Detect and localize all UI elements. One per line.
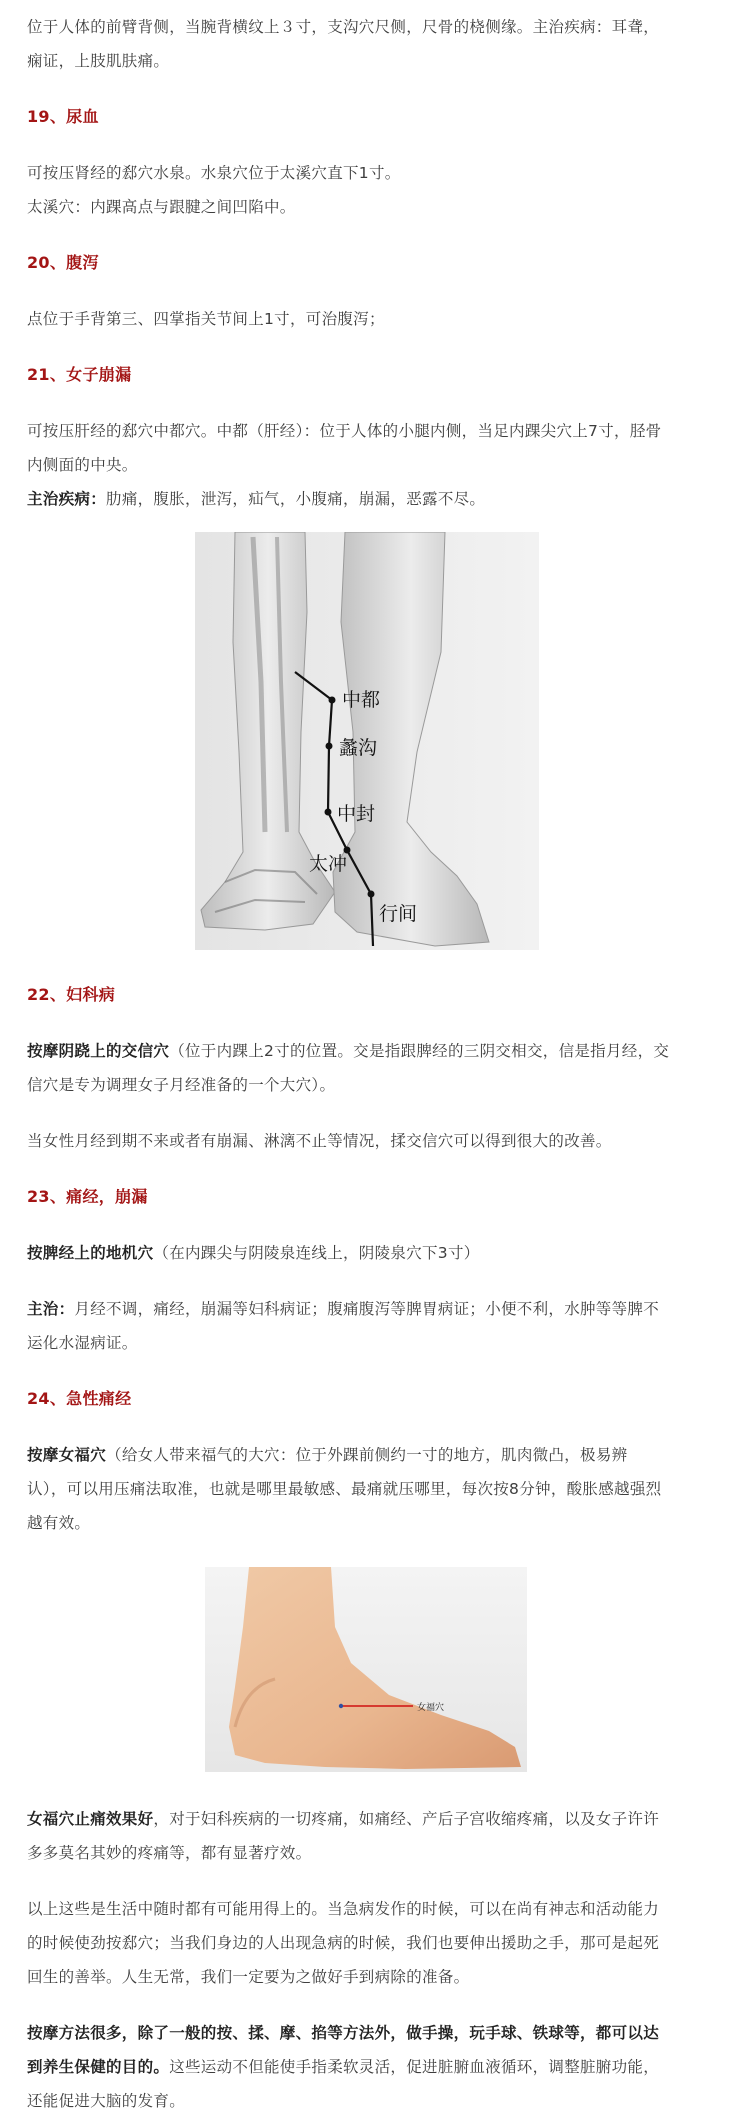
outro-para-3-bold: 到养生保健的目的。 (27, 2058, 170, 2076)
figure-label-ligou: 蠡沟 (339, 737, 378, 759)
section-21-line-2: 内侧面的中央。 (27, 456, 138, 474)
section-21-indications (27, 482, 706, 516)
jiaoxin-label: 按摩阴跷上的交信穴 (27, 1042, 170, 1060)
indications-text: 肋痛，腹胀，泄泻，疝气，小腹痛，崩漏，恶露不尽。 (106, 490, 486, 508)
section-23-line-2 (27, 1292, 706, 1326)
indications-label-23: 主治： (27, 1300, 75, 1318)
diji-text: （在内踝尖与阴陵泉连线上，阴陵泉穴下3寸） (153, 1244, 480, 1262)
figure-label-zhongfeng: 中封 (337, 803, 376, 825)
leg-meridian-figure (195, 532, 539, 950)
outro-para-3-line-2 (27, 2050, 706, 2084)
foot-illustration (205, 1567, 527, 1772)
zhongfeng-point (325, 809, 332, 816)
outro-para-3-line-3: 还能促进大脑的发育。 (27, 2092, 186, 2110)
outro-para-1-line-2: 多多莫名其妙的疼痛等，都有显著疗效。 (27, 1844, 312, 1862)
diji-label: 按脾经上的地机穴 (27, 1244, 154, 1262)
section-22-para-2: 当女性月经到期不来或者有崩漏、淋漓不止等情况，揉交信穴可以得到很大的改善。 (27, 1132, 612, 1150)
section-21-line-1: 可按压肝经的郄穴中都穴。中都（肝经）：位于人体的小腿内侧，当足内踝尖穴上7寸，胫骨 (27, 422, 662, 440)
zhongdu-point (329, 697, 336, 704)
intro-line-2: 痫证，上肢肌肤痛。 (27, 52, 170, 70)
outro-para-1-line-1 (27, 1802, 706, 1836)
jiaoxin-text: （位于内踝上2寸的位置。交是指跟脾经的三阴交相交，信是指月经，交 (169, 1042, 670, 1060)
figure-label-xingjian: 行间 (379, 903, 418, 925)
section-20-title: 20、腹泻 (27, 253, 99, 272)
section-24-line-3: 越有效。 (27, 1514, 91, 1532)
outro-para-3-text: 这些运动不但能使手指柔软灵活，促进脏腑血液循环，调整脏腑功能， (169, 2058, 660, 2076)
xingjian-point (368, 891, 375, 898)
ligou-point (326, 743, 333, 750)
section-19-title: 19、尿血 (27, 107, 99, 126)
section-24-line-1 (27, 1438, 706, 1472)
section-22-line-1 (27, 1034, 706, 1068)
section-24-title: 24、急性痛经 (27, 1389, 132, 1408)
section-23-line-3: 运化水湿病证。 (27, 1334, 138, 1352)
indications-text-23: 月经不调，痛经，崩漏等妇科病证；腹痛腹泻等脾胃病证；小便不利，水肿等等脾不 (74, 1300, 660, 1318)
nvfu-effect-label: 女福穴止痛效果好 (27, 1810, 154, 1828)
section-20-line-1: 点位于手背第三、四掌指关节间上1寸，可治腹泻； (27, 310, 385, 328)
section-22-line-2: 信穴是专为调理女子月经准备的一个大穴）。 (27, 1076, 336, 1094)
nvfu-label: 按摩女福穴 (27, 1446, 107, 1464)
outro-para-2-line-1: 以上这些是生活中随时都有可能用得上的。当急病发作的时候，可以在尚有神志和活动能力 (27, 1900, 660, 1918)
section-24-line-2: 认），可以用压痛法取准，也就是哪里最敏感、最痛就压哪里，每次按8分钟，酸胀感越强烈 (27, 1480, 662, 1498)
foot-figure (205, 1567, 527, 1772)
section-23-line-1 (27, 1236, 706, 1270)
nvfu-point (339, 1704, 343, 1708)
figure-label-taichong: 太冲 (309, 853, 348, 875)
section-19-line-2: 太溪穴：内踝高点与跟腱之间凹陷中。 (27, 198, 296, 216)
outro-para-3-line-1: 按摩方法很多，除了一般的按、揉、摩、掐等方法外，做手操，玩手球、铁球等，都可以达 (27, 2024, 660, 2042)
outro-para-2-line-2: 的时候使劲按郄穴；当我们身边的人出现急病的时候，我们也要伸出援助之手，那可是起死 (27, 1934, 660, 1952)
section-19-line-1: 可按压肾经的郄穴水泉。水泉穴位于太溪穴直下1寸。 (27, 164, 401, 182)
indications-label: 主治疾病： (27, 490, 107, 508)
figure-label-zhongdu: 中都 (342, 689, 381, 711)
intro-line-1: 位于人体的前臂背侧，当腕背横纹上３寸，支沟穴尺侧，尺骨的桡侧缘。主治疾病：耳聋， (27, 18, 660, 36)
section-21-title: 21、女子崩漏 (27, 365, 132, 384)
nvfu-text: （给女人带来福气的大穴：位于外踝前侧约一寸的地方，肌肉微凸，极易辨 (106, 1446, 628, 1464)
leg-meridian-illustration (195, 532, 539, 950)
outro-para-2-line-3: 回生的善举。人生无常，我们一定要为之做好手到病除的准备。 (27, 1968, 470, 1986)
section-22-title: 22、妇科病 (27, 985, 116, 1004)
figure-label-nvfu: 女福穴 (417, 1703, 445, 1713)
section-23-title: 23、痛经，崩漏 (27, 1187, 148, 1206)
nvfu-effect-text: ，对于妇科疾病的一切疼痛，如痛经、产后子宫收缩疼痛，以及女子许许 (153, 1810, 660, 1828)
